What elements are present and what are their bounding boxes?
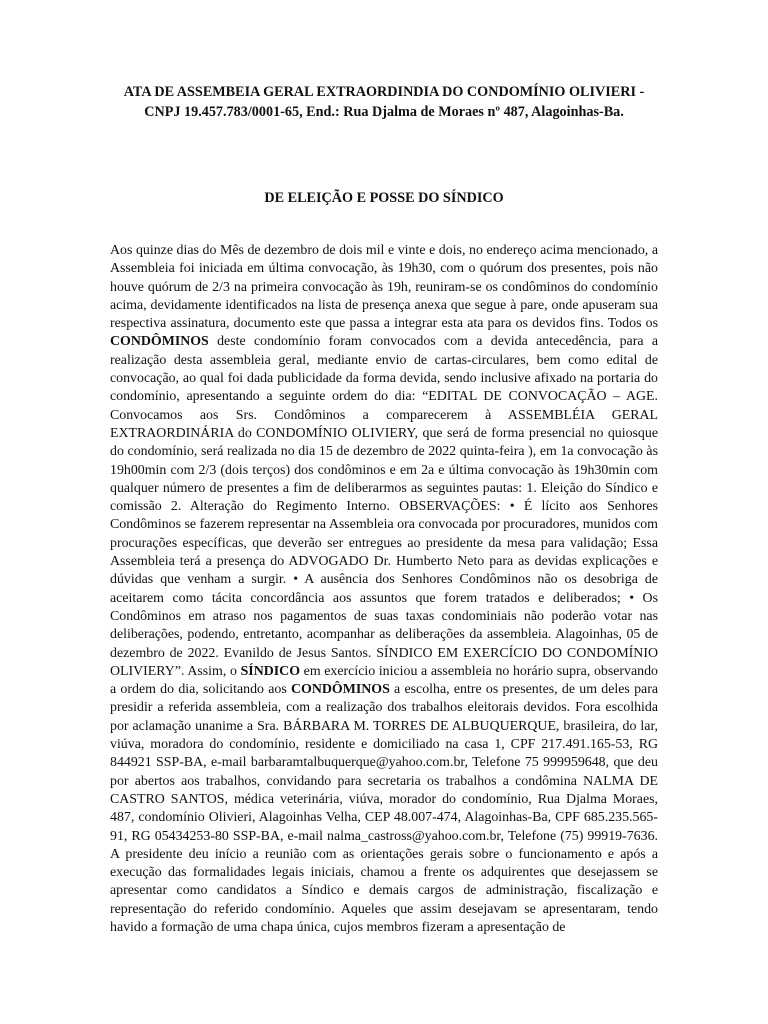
document-subtitle: DE ELEIÇÃO E POSSE DO SÍNDICO xyxy=(264,190,504,206)
body-text-segment: em exercício iniciou a assembleia no horário supra, observando a ordem do dia, solicitando aos xyxy=(110,663,658,698)
body-emphasis-condominos: CONDÔMINOS xyxy=(110,334,209,350)
body-emphasis-condominos: CONDÔMINOS xyxy=(291,682,390,698)
document-title: ATA DE ASSEMBEIA GERAL EXTRAORDINDIA DO CONDOMÍNIO OLIVIERI - CNPJ 19.457.783/0001-65, End.: Rua Djalma de Moraes nº 487, Alagoinhas-Ba. xyxy=(123,84,645,120)
body-text-segment: a escolha, entre os presentes, de um deles para presidir a referida assembleia, com a realização dos trabalhos eleitorais devidos. Fora escolhida por aclamação unanime a Sra. BÁRBARA M. TORRES DE ALBUQUERQUE, brasileira, do lar, viúva, moradora do condomínio, residente e domiciliado na casa 1, CPF 217.491.165-53, RG 844921 SSP-BA, e-mail barbaramtalbuquerque@yahoo.com.br, Telefone 75 999959648, que deu por abertos aos trabalhos, convidando para secretaria os trabalhos a condômina NALMA DE CASTRO SANTOS, médica veterinária, viúva, morador do condomínio, Rua Djalma Moraes, 487, condomínio Olivieri, Alagoinhas Velha, CEP 48.007-474, Alagoinhas-Ba, CPF 685.235.565-91, RG 05434253-80 SSP-BA, e-mail nalma_castross@yahoo.com.br, Telefone (75) 99919-7636. A presidente deu início a reunião com as orientações gerais sobre o funcionamento e após a execução das formalidades legais iniciais, chamou a frente os adquirentes que desejassem se apresentar como candidatos a Síndico e demais cargos de administração, fiscalização e representação do referido condomínio. Aqueles que assim desejavam se apresentaram, tendo havido a formação de uma chapa única, cujos membros fizeram a apresentação de xyxy=(110,682,658,935)
body-emphasis-sindico: SÍNDICO xyxy=(240,663,300,679)
document-page xyxy=(110,82,658,937)
body-text-segment: deste condomínio foram convocados com a devida antecedência, para a realização desta assembleia geral, mediante envio de cartas-circulares, bem como edital de convocação, ao qual foi dada publicidade da forma devida, sendo inclusive afixado na portaria do condomínio, apresentando a seguinte ordem do dia: “EDITAL DE CONVOCAÇÃO – AGE. Convocamos aos Srs. Condôminos a comparecerem à ASSEMBLÉIA GERAL EXTRAORDINÁRIA do CONDOMÍNIO OLIVIERY, que será de forma presencial no quiosque do condomínio, será realizada no dia 15 de dezembro de 2022 quinta-feira ), em 1a convocação às 19h00min com 2/3 (dois terços) dos condôminos e em 2a e última convocação às 19h30min com qualquer número de presentes a fim de deliberarmos as seguintes pautas: 1. Eleição do Síndico e comissão 2. Alteração do Regimento Interno. OBSERVAÇÕES: • É lícito aos Senhores Condôminos se fazerem representar na Assembleia ora convocada por procuradores, munidos com procurações específicas, que deverão ser entregues ao presidente da mesa para validação; Essa Assembleia terá a presença do ADVOGADO Dr. Humberto Neto para as devidas explicações e dúvidas que venham a surgir. • A ausência dos Senhores Condôminos não os desobriga de aceitarem como tácita concordância aos assuntos que forem tratados e deliberados; • Os Condôminos em atraso nos pagamentos de suas taxas condominiais não poderão votar nas deliberações, podendo, entretanto, acompanhar as deliberações da assembleia. Alagoinhas, 05 de dezembro de 2022. Evanildo de Jesus Santos. SÍNDICO EM EXERCÍCIO DO CONDOMÍNIO OLIVIERY”. Assim, o xyxy=(110,334,658,679)
document-body xyxy=(110,242,658,937)
body-text-segment: Aos quinze dias do Mês de dezembro de dois mil e vinte e dois, no endereço acima mencionado, a Assembleia foi iniciada em última convocação, às 19h30, com o quórum dos presentes, pois não houve quórum de 2/3 na primeira convocação às 19h, reuniram-se os condôminos do condomínio acima, devidamente identificados na lista de presença anexa que segue à pare, onde apuseram sua respectiva assinatura, documento este que passa a integrar esta ata para os devidos fins. Todos os xyxy=(110,243,658,332)
